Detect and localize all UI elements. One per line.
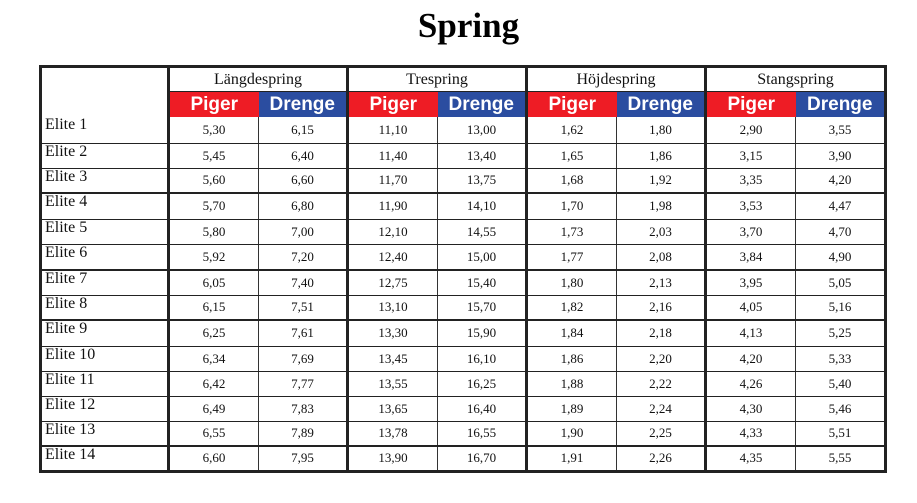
value-cell: 5,05 <box>796 270 886 295</box>
value-cell: 4,35 <box>706 446 796 471</box>
value-cell: 5,25 <box>796 320 886 346</box>
value-cell: 5,92 <box>169 244 259 270</box>
value-cell: 7,20 <box>259 244 348 270</box>
spring-table <box>39 65 887 473</box>
value-cell: 1,98 <box>617 193 706 219</box>
value-cell: 1,91 <box>527 446 617 471</box>
value-cell: 7,51 <box>259 295 348 320</box>
value-cell: 6,15 <box>169 295 259 320</box>
value-cell: 14,55 <box>438 219 527 244</box>
value-cell: 1,68 <box>527 168 617 193</box>
value-cell: 1,84 <box>527 320 617 346</box>
value-cell: 6,49 <box>169 396 259 421</box>
value-cell: 1,73 <box>527 219 617 244</box>
table-row <box>41 396 886 421</box>
value-cell: 3,95 <box>706 270 796 295</box>
row-label: Elite 6 <box>41 244 169 270</box>
value-cell: 4,30 <box>706 396 796 421</box>
value-cell: 13,75 <box>438 168 527 193</box>
value-cell: 2,03 <box>617 219 706 244</box>
value-cell: 16,55 <box>438 421 527 446</box>
value-cell: 1,82 <box>527 295 617 320</box>
row-label: Elite 10 <box>41 346 169 371</box>
value-cell: 5,80 <box>169 219 259 244</box>
value-cell: 16,70 <box>438 446 527 471</box>
value-cell: 12,75 <box>348 270 438 295</box>
sub-header-drenge: Drenge <box>796 92 886 118</box>
value-cell: 13,78 <box>348 421 438 446</box>
sub-header-piger: Piger <box>169 92 259 118</box>
value-cell: 5,46 <box>796 396 886 421</box>
value-cell: 1,62 <box>527 117 617 143</box>
value-cell: 5,33 <box>796 346 886 371</box>
sub-header-drenge: Drenge <box>259 92 348 118</box>
value-cell: 1,70 <box>527 193 617 219</box>
value-cell: 16,10 <box>438 346 527 371</box>
table-row <box>41 143 886 168</box>
value-cell: 6,25 <box>169 320 259 346</box>
group-header-trespring: Trespring <box>348 67 527 92</box>
value-cell: 2,18 <box>617 320 706 346</box>
value-cell: 11,40 <box>348 143 438 168</box>
value-cell: 4,47 <box>796 193 886 219</box>
group-header-hojdespring: Höjdespring <box>527 67 706 92</box>
value-cell: 16,40 <box>438 396 527 421</box>
value-cell: 3,15 <box>706 143 796 168</box>
row-label: Elite 8 <box>41 295 169 320</box>
value-cell: 6,15 <box>259 117 348 143</box>
value-cell: 3,84 <box>706 244 796 270</box>
value-cell: 12,10 <box>348 219 438 244</box>
value-cell: 5,40 <box>796 371 886 396</box>
value-cell: 13,00 <box>438 117 527 143</box>
value-cell: 2,20 <box>617 346 706 371</box>
value-cell: 1,89 <box>527 396 617 421</box>
value-cell: 6,60 <box>169 446 259 471</box>
value-cell: 2,16 <box>617 295 706 320</box>
value-cell: 1,80 <box>527 270 617 295</box>
table-row <box>41 117 886 143</box>
row-label: Elite 5 <box>41 219 169 244</box>
value-cell: 7,00 <box>259 219 348 244</box>
value-cell: 6,34 <box>169 346 259 371</box>
value-cell: 4,70 <box>796 219 886 244</box>
value-cell: 7,40 <box>259 270 348 295</box>
row-label: Elite 4 <box>41 193 169 219</box>
value-cell: 7,77 <box>259 371 348 396</box>
row-label: Elite 9 <box>41 320 169 346</box>
value-cell: 4,33 <box>706 421 796 446</box>
group-header-stangspring: Stangspring <box>706 67 886 92</box>
value-cell: 4,20 <box>796 168 886 193</box>
table-row <box>41 295 886 320</box>
row-label: Elite 12 <box>41 396 169 421</box>
sub-header-piger: Piger <box>527 92 617 118</box>
value-cell: 7,89 <box>259 421 348 446</box>
table-row <box>41 219 886 244</box>
value-cell: 5,45 <box>169 143 259 168</box>
value-cell: 4,05 <box>706 295 796 320</box>
value-cell: 5,60 <box>169 168 259 193</box>
value-cell: 1,77 <box>527 244 617 270</box>
value-cell: 4,20 <box>706 346 796 371</box>
value-cell: 15,70 <box>438 295 527 320</box>
value-cell: 13,10 <box>348 295 438 320</box>
group-header-langdespring: Längdespring <box>169 67 348 92</box>
value-cell: 12,40 <box>348 244 438 270</box>
value-cell: 5,70 <box>169 193 259 219</box>
value-cell: 1,80 <box>617 117 706 143</box>
value-cell: 6,80 <box>259 193 348 219</box>
value-cell: 4,26 <box>706 371 796 396</box>
value-cell: 2,08 <box>617 244 706 270</box>
value-cell: 1,88 <box>527 371 617 396</box>
value-cell: 16,25 <box>438 371 527 396</box>
value-cell: 3,90 <box>796 143 886 168</box>
page-title: Spring <box>417 6 520 45</box>
sub-header-drenge: Drenge <box>438 92 527 118</box>
value-cell: 3,35 <box>706 168 796 193</box>
value-cell: 4,13 <box>706 320 796 346</box>
value-cell: 11,10 <box>348 117 438 143</box>
table-row <box>41 421 886 446</box>
value-cell: 3,53 <box>706 193 796 219</box>
table-row <box>41 168 886 193</box>
row-label: Elite 2 <box>41 143 169 168</box>
value-cell: 1,92 <box>617 168 706 193</box>
value-cell: 1,86 <box>617 143 706 168</box>
table-row <box>41 244 886 270</box>
value-cell: 15,40 <box>438 270 527 295</box>
value-cell: 6,05 <box>169 270 259 295</box>
row-label: Elite 11 <box>41 371 169 396</box>
value-cell: 7,95 <box>259 446 348 471</box>
value-cell: 2,26 <box>617 446 706 471</box>
row-label: Elite 13 <box>41 421 169 446</box>
value-cell: 11,90 <box>348 193 438 219</box>
value-cell: 3,55 <box>796 117 886 143</box>
value-cell: 4,90 <box>796 244 886 270</box>
table-row <box>41 346 886 371</box>
value-cell: 1,86 <box>527 346 617 371</box>
row-label: Elite 3 <box>41 168 169 193</box>
sub-header-drenge: Drenge <box>617 92 706 118</box>
value-cell: 2,90 <box>706 117 796 143</box>
value-cell: 15,00 <box>438 244 527 270</box>
table-row <box>41 270 886 295</box>
value-cell: 7,83 <box>259 396 348 421</box>
value-cell: 13,40 <box>438 143 527 168</box>
value-cell: 13,30 <box>348 320 438 346</box>
value-cell: 5,55 <box>796 446 886 471</box>
value-cell: 14,10 <box>438 193 527 219</box>
row-label: Elite 14 <box>41 446 169 471</box>
table-row <box>41 446 886 471</box>
value-cell: 2,13 <box>617 270 706 295</box>
value-cell: 13,90 <box>348 446 438 471</box>
value-cell: 6,40 <box>259 143 348 168</box>
value-cell: 6,42 <box>169 371 259 396</box>
value-cell: 7,61 <box>259 320 348 346</box>
value-cell: 1,65 <box>527 143 617 168</box>
table-row <box>41 193 886 219</box>
value-cell: 5,16 <box>796 295 886 320</box>
value-cell: 2,25 <box>617 421 706 446</box>
value-cell: 7,69 <box>259 346 348 371</box>
value-cell: 15,90 <box>438 320 527 346</box>
sub-header-piger: Piger <box>706 92 796 118</box>
value-cell: 2,22 <box>617 371 706 396</box>
value-cell: 6,55 <box>169 421 259 446</box>
value-cell: 13,65 <box>348 396 438 421</box>
value-cell: 2,24 <box>617 396 706 421</box>
table-row <box>41 371 886 396</box>
value-cell: 13,55 <box>348 371 438 396</box>
value-cell: 1,90 <box>527 421 617 446</box>
row-label: Elite 7 <box>41 270 169 295</box>
value-cell: 5,30 <box>169 117 259 143</box>
value-cell: 6,60 <box>259 168 348 193</box>
value-cell: 3,70 <box>706 219 796 244</box>
value-cell: 5,51 <box>796 421 886 446</box>
corner-cell <box>41 67 169 118</box>
value-cell: 11,70 <box>348 168 438 193</box>
row-label: Elite 1 <box>41 117 169 143</box>
sub-header-piger: Piger <box>348 92 438 118</box>
table-row <box>41 320 886 346</box>
value-cell: 13,45 <box>348 346 438 371</box>
